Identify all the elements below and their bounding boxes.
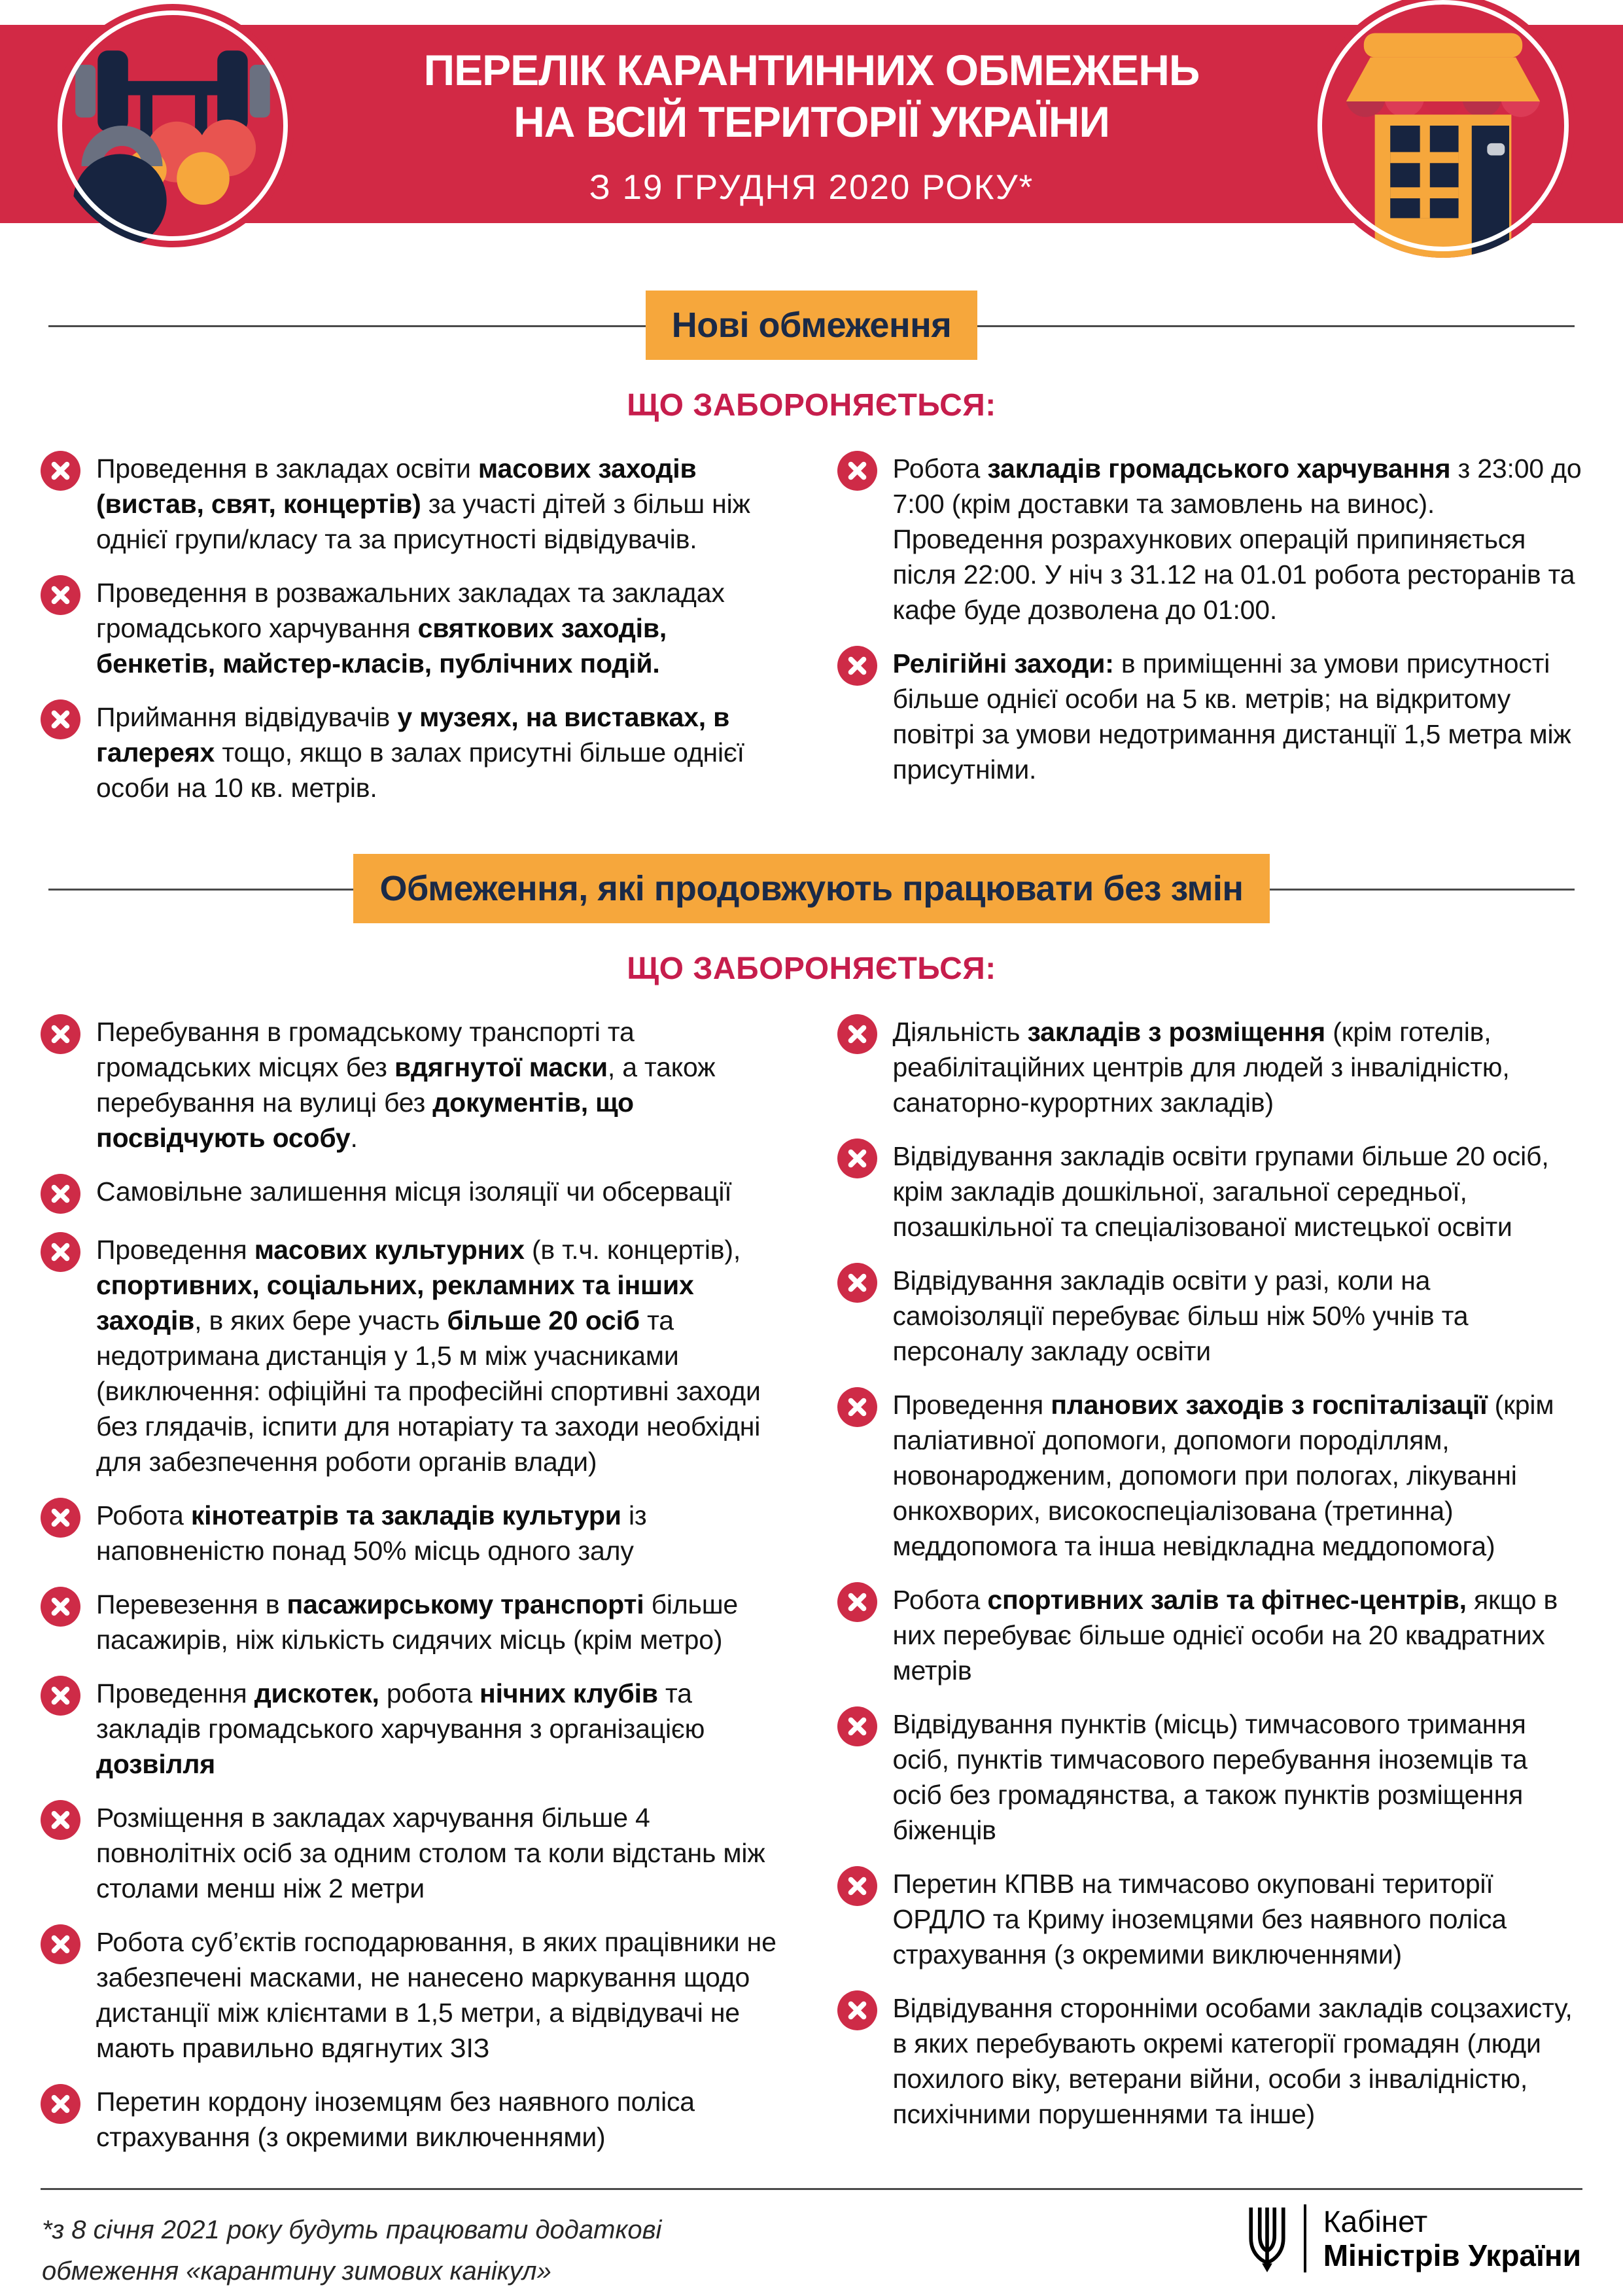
restriction-text: Проведення планових заходів з госпіталізації (крім паліативної допомоги, допомоги породіллям, новонародженим, допомоги при пологах, лікуванні онкохворих, високоспеціалізована (третинна) меддопомога та інша невідкладна меддопомога): [892, 1390, 1554, 1561]
restriction-text: Розміщення в закладах харчування більше 4 повнолітніх осіб за одним столом та коли відстань між столами менш ніж 2 метри: [96, 1803, 765, 1903]
prohibited-icon: [837, 646, 877, 686]
prohibited-icon: [41, 699, 80, 739]
prohibited-icon: [41, 1498, 80, 1538]
section1-right-column: [837, 433, 1583, 805]
restriction-text: Релігійні заходи: в приміщенні за умови присутності більше однієї особи на 5 кв. метрів; на відкритому повітрі за умови недотримання дистанції 1,5 метра між присутніми.: [892, 648, 1571, 785]
section1-title: Нові обмеження: [646, 291, 977, 360]
restriction-item: [837, 646, 1583, 787]
prohibited-icon: [41, 1800, 80, 1840]
prohibited-icon: [837, 1387, 877, 1427]
restriction-item: [41, 1924, 786, 2066]
logo-text-line1: Кабінет: [1323, 2204, 1428, 2238]
restriction-item: [837, 1582, 1583, 1688]
prohibited-icon: [41, 575, 80, 615]
prohibited-icon: [837, 451, 877, 491]
restriction-item: [837, 1387, 1583, 1564]
restriction-item: [837, 1139, 1583, 1245]
prohibited-icon: [41, 451, 80, 491]
restriction-text: Проведення в розважальних закладах та закладах громадського харчування святкових заходів, бенкетів, майстер-класів, публічних подій.: [96, 578, 725, 679]
effective-date: З 19 ГРУДНЯ 2020 РОКУ*: [589, 168, 1034, 207]
restriction-text: Перетин кордону іноземцям без наявного поліса страхування (з окремими виключеннями): [96, 2087, 695, 2152]
restriction-item: [41, 1800, 786, 1906]
restriction-item: [41, 451, 786, 557]
section2-columns: [41, 996, 1582, 2155]
logo-text: [1323, 2204, 1581, 2272]
restriction-item: [837, 1706, 1583, 1848]
prohibited-icon: [837, 1866, 877, 1906]
restriction-item: [837, 1866, 1583, 1972]
restriction-item: [41, 1014, 786, 1156]
header-left-badge: [51, 4, 294, 247]
restriction-item: [41, 1174, 786, 1214]
section2-right-column: [837, 996, 1583, 2155]
restriction-text: Проведення дискотек, робота нічних клубів та закладів громадського харчування з організацією дозвілля: [96, 1678, 705, 1779]
section2-header: [41, 854, 1582, 923]
trident-icon: [1244, 2204, 1291, 2272]
prohibited-icon: [41, 1587, 80, 1627]
restriction-text: Робота закладів громадського харчування з 23:00 до 7:00 (крім доставки та замовлень на винос). Проведення розрахункових операцій припиняється після 22:00. У ніч з 31.12 на 01.01 робота ресторанів та кафе буде дозволена до 01:00.: [892, 453, 1582, 625]
prohibited-icon: [41, 1676, 80, 1716]
section2-subtitle: ЩО ЗАБОРОНЯЄТЬСЯ:: [627, 951, 996, 986]
restriction-text: Проведення масових культурних (в т.ч. концертів), спортивних, соціальних, рекламних та інших заходів, в яких бере участь більше 20 осіб та недотримана дистанція у 1,5 м між учасниками (виключення: офіційні та професійні спортивні заходи без глядачів, іспити для нотаріату та заходи необхідні для забезпечення роботи органів влади): [96, 1235, 761, 1477]
gym-equipment-icon: [51, 4, 294, 247]
prohibited-icon: [837, 1990, 877, 2030]
restriction-text: Робота кінотеатрів та закладів культури із наповненістю понад 50% місць одного залу: [96, 1500, 647, 1566]
page-title-line1: ПЕРЕЛІК КАРАНТИННИХ ОБМЕЖЕНЬ: [423, 46, 1200, 94]
prohibited-icon: [41, 1014, 80, 1054]
restriction-text: Відвідування закладів освіти у разі, коли на самоізоляції перебуває більш ніж 50% учнів та персоналу закладу освіти: [892, 1265, 1469, 1366]
prohibited-icon: [41, 1924, 80, 1964]
footer: [41, 2188, 1582, 2296]
restriction-text: Проведення в закладах освіти масових заходів (вистав, свят, концертів) за участі дітей з більш ніж однієї групи/класу та за присутності відвідувачів.: [96, 453, 750, 554]
restriction-text: Приймання відвідувачів у музеях, на виставках, в галереях тощо, якщо в залах присутні більше однієї особи на 10 кв. метрів.: [96, 702, 744, 803]
footnote-line2: обмеження «карантину зимових канікул»: [42, 2257, 551, 2286]
page-title-line2: НА ВСІЙ ТЕРИТОРІЇ УКРАЇНИ: [514, 97, 1109, 146]
restriction-text: Відвідування пунктів (місць) тимчасового тримання осіб, пунктів тимчасового перебування іноземців та осіб без громадянства, а також пунктів розміщення біженців: [892, 1709, 1527, 1845]
header-right-badge: [1311, 0, 1575, 258]
prohibited-icon: [41, 2084, 80, 2124]
restriction-item: [41, 699, 786, 805]
restriction-text: Перевезення в пасажирському транспорті більше пасажирів, ніж кількість сидячих місць (крім метро): [96, 1589, 738, 1655]
section1-left-column: [41, 433, 786, 805]
restriction-text: Робота суб’єктів господарювання, в яких працівники не забезпечені масками, не нанесено маркування щодо дистанції між клієнтами в 1,5 метри, а відвідувачі не мають правильно вдягнутих ЗІЗ: [96, 1927, 777, 2063]
restriction-text: Перетин КПВВ на тимчасово окуповані території ОРДЛО та Криму іноземцями без наявного поліса страхування (з окремими виключеннями): [892, 1869, 1507, 1969]
restriction-text: Відвідування сторонніми особами закладів соцзахисту, в яких перебувають окремі категорії громадян (люди похилого віку, ветерани війни, особи з інвалідністю, психічними порушеннями та інше): [892, 1993, 1573, 2129]
prohibited-icon: [837, 1263, 877, 1303]
footnote-line1: *з 8 січня 2021 року будуть працювати додаткові: [42, 2216, 662, 2244]
restriction-item: [41, 1498, 786, 1568]
section2-title: Обмеження, які продовжують працювати без змін: [353, 854, 1269, 923]
restriction-item: [41, 1232, 786, 1479]
logo-divider: [1304, 2204, 1306, 2272]
section1-subtitle: ЩО ЗАБОРОНЯЄТЬСЯ:: [627, 388, 996, 423]
restriction-item: [837, 1263, 1583, 1369]
restriction-item: [41, 575, 786, 681]
prohibited-icon: [837, 1706, 877, 1746]
restriction-text: Робота спортивних залів та фітнес-центрів, якщо в них перебуває більше однієї особи на 20 квадратних метрів: [892, 1585, 1558, 1686]
restriction-item: [837, 451, 1583, 627]
section1-columns: [41, 433, 1582, 805]
restriction-item: [41, 1587, 786, 1657]
prohibited-icon: [837, 1139, 877, 1178]
government-logo: [1244, 2204, 1581, 2272]
prohibited-icon: [837, 1014, 877, 1054]
restriction-item: [41, 2084, 786, 2155]
section2-left-column: [41, 996, 786, 2155]
footnote: [42, 2210, 661, 2292]
restriction-text: Самовільне залишення місця ізоляції чи обсервації: [96, 1176, 732, 1207]
header-title-block: [307, 44, 1316, 207]
prohibited-icon: [41, 1232, 80, 1272]
restriction-item: [837, 1014, 1583, 1120]
restriction-text: Перебування в громадському транспорті та громадських місцях без вдягнутої маски, а також перебування на вулиці без документів, що посвідчують особу.: [96, 1017, 716, 1153]
prohibited-icon: [41, 1174, 80, 1214]
restriction-text: Діяльність закладів з розміщення (крім готелів, реабілітаційних центрів для людей з інвалідністю, санаторно-курортних закладів): [892, 1017, 1510, 1118]
section1-header: [41, 291, 1582, 360]
prohibited-icon: [837, 1582, 877, 1622]
storefront-icon: [1311, 0, 1575, 258]
restriction-item: [837, 1990, 1583, 2132]
logo-text-line2: Міністрів України: [1323, 2238, 1581, 2272]
restriction-text: Відвідування закладів освіти групами більше 20 осіб, крім закладів дошкільної, загальної середньої, позашкільної та спеціалізованої мистецької освіти: [892, 1141, 1549, 1242]
restriction-item: [41, 1676, 786, 1782]
